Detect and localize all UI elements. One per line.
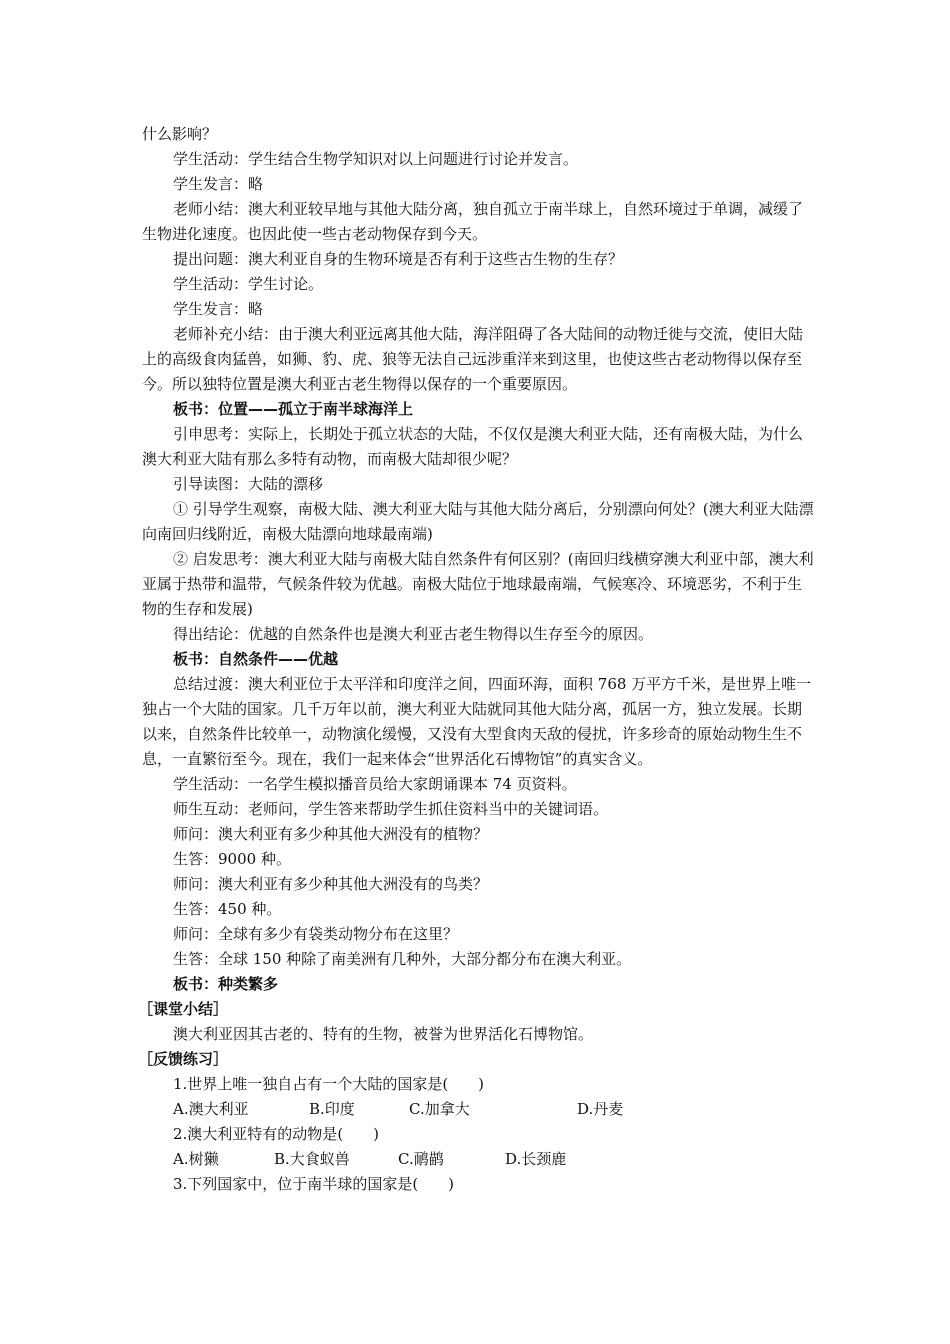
paragraph: 什么影响？ — [142, 125, 218, 143]
paragraph: 师问：澳大利亚有多少种其他大洲没有的鸟类？ — [173, 875, 489, 893]
paragraph: 生答：全球 150 种除了南美洲有几种外，大部分都分布在澳大利亚。 — [173, 950, 632, 968]
section-heading: ［反馈练习］ — [138, 1050, 229, 1068]
paragraph: 总结过渡：澳大利亚位于太平洋和印度洋之间，四面环海，面积 768 万平方千米，是世界上唯一独占一个大陆的国家。几千万年以前，澳大利亚大陆就同其他大陆分离，孤居一方，独立发展。长期以来，自然条件比较单一，动物演化缓慢，又没有大型食肉天敌的侵扰，许多珍奇的原始动物生生不息，一直繁衍至今。现在，我们一起来体会“世界活化石博物馆”的真实含义。 — [142, 675, 812, 768]
paragraph: 老师补充小结：由于澳大利亚远离其他大陆，海洋阻碍了各大陆间的动物迁徙与交流，使旧大陆上的高级食肉猛兽，如狮、豹、虎、狼等无法自己远涉重洋来到这里，也使这些古老动物得以保存至今。所以独特位置是澳大利亚古老生物得以保存的一个重要原因。 — [142, 325, 804, 393]
option-a: A.树獭 — [173, 1150, 219, 1168]
question-stem: 1.世界上唯一独自占有一个大陆的国家是( ) — [173, 1075, 485, 1093]
question-stem: 2.澳大利亚特有的动物是( ) — [173, 1125, 380, 1143]
option-a: A.澳大利亚 — [173, 1100, 249, 1118]
option-d: D.长颈鹿 — [505, 1150, 567, 1168]
option-b: B.大食蚁兽 — [274, 1150, 350, 1168]
paragraph: 生答：450 种。 — [173, 900, 282, 918]
paragraph: 老师小结：澳大利亚较早地与其他大陆分离，独自孤立于南半球上，自然环境过于单调，减缓了生物进化速度。也因此使一些古老动物保存到今天。 — [142, 200, 804, 243]
paragraph: 学生活动：学生讨论。 — [173, 275, 324, 293]
board-note: 板书：种类繁多 — [173, 975, 279, 993]
paragraph: 提出问题：澳大利亚自身的生物环境是否有利于这些古生物的生存？ — [173, 250, 624, 268]
paragraph: 师生互动：老师问，学生答来帮助学生抓住资料当中的关键词语。 — [173, 800, 609, 818]
paragraph: 引申思考：实际上，长期处于孤立状态的大陆，不仅仅是澳大利亚大陆，还有南极大陆，为什么澳大利亚大陆有那么多特有动物，而南极大陆却很少呢？ — [142, 425, 804, 468]
question-options — [142, 1147, 814, 1172]
paragraph: ① 引导学生观察，南极大陆、澳大利亚大陆与其他大陆分离后，分别漂向何处？(澳大利亚大陆漂向南回归线附近，南极大陆漂向地球最南端) — [142, 500, 814, 543]
paragraph: 学生活动：学生结合生物学知识对以上问题进行讨论并发言。 — [173, 150, 579, 168]
option-d: D.丹麦 — [577, 1100, 624, 1118]
paragraph: 引导读图：大陆的漂移 — [173, 475, 324, 493]
option-c: C.加拿大 — [409, 1100, 470, 1118]
paragraph: 澳大利亚因其古老的、特有的生物，被誉为世界活化石博物馆。 — [173, 1025, 594, 1043]
paragraph: 学生发言：略 — [173, 300, 264, 318]
paragraph: 学生活动：一名学生模拟播音员给大家朗诵课本 74 页资料。 — [173, 775, 577, 793]
paragraph: 学生发言：略 — [173, 175, 264, 193]
option-c: C.鸸鹋 — [398, 1150, 444, 1168]
paragraph: 得出结论：优越的自然条件也是澳大利亚古老生物得以生存至今的原因。 — [173, 625, 654, 643]
board-note: 板书：位置——孤立于南半球海洋上 — [173, 400, 414, 418]
document-page — [138, 122, 814, 1197]
paragraph: 生答：9000 种。 — [173, 850, 291, 868]
paragraph: 师问：全球有多少有袋类动物分布在这里？ — [173, 925, 459, 943]
paragraph: ② 启发思考：澳大利亚大陆与南极大陆自然条件有何区别？(南回归线横穿澳大利亚中部，澳大利亚属于热带和温带，气候条件较为优越。南极大陆位于地球最南端，气候寒冷、环境恶劣，不利于生物的生存和发展) — [142, 550, 814, 618]
question-stem: 3.下列国家中，位于南半球的国家是( ) — [173, 1175, 455, 1193]
question-options — [142, 1097, 814, 1122]
board-note: 板书：自然条件——优越 — [173, 650, 339, 668]
section-heading: ［课堂小结］ — [138, 1000, 229, 1018]
paragraph: 师问：澳大利亚有多少种其他大洲没有的植物？ — [173, 825, 489, 843]
option-b: B.印度 — [309, 1100, 355, 1118]
